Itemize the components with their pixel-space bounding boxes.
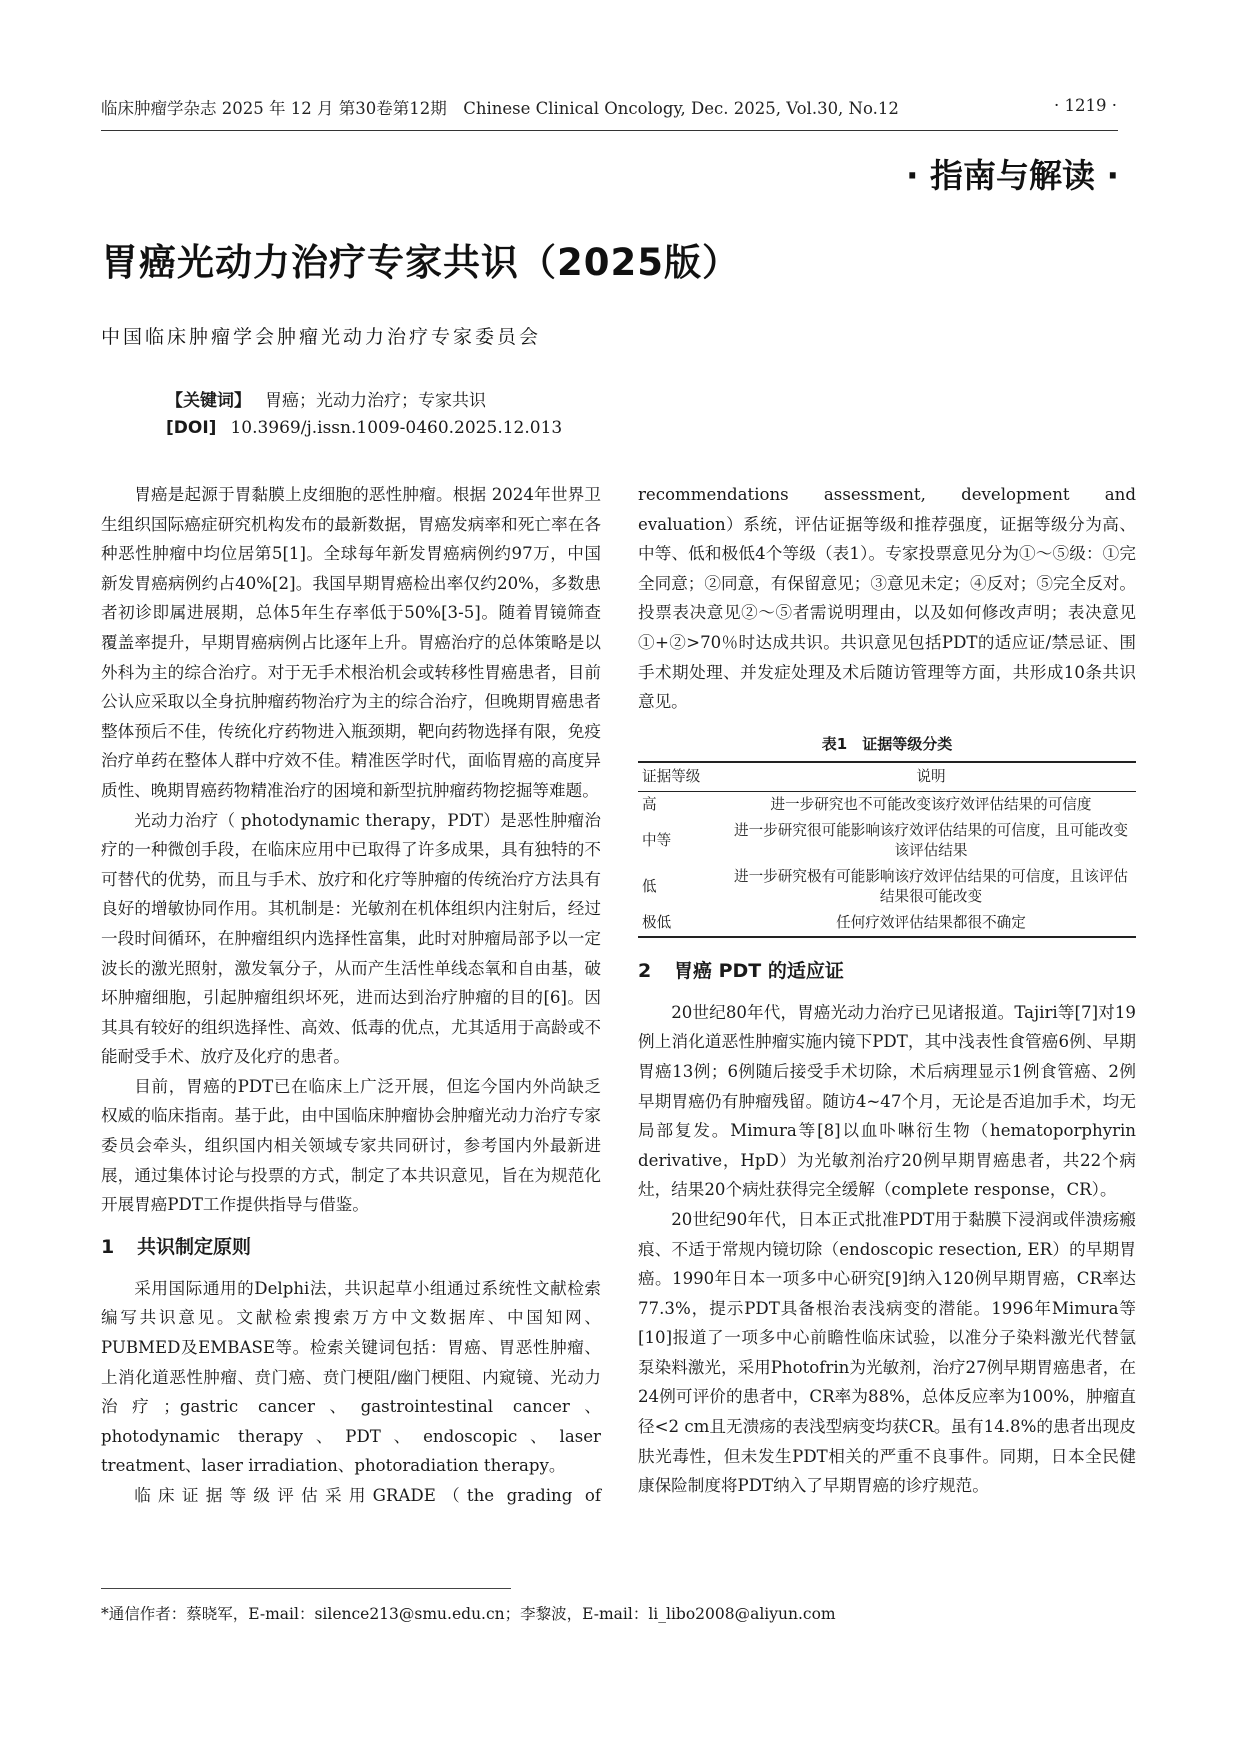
right-column [638,480,1136,1501]
header-rule [101,130,1118,131]
section-2-title: 胃癌 PDT 的适应证 [674,959,844,982]
doi [166,418,562,438]
table-cell-description: 进一步研究也不可能改变该疗效评估结果的可信度 [770,795,1092,813]
doi-text: 10.3969/j.issn.1009-0460.2025.12.013 [230,418,563,438]
left-column [101,480,601,1511]
section-1-title: 共识制定原则 [137,1235,252,1258]
table-row [638,910,1136,937]
table-1-caption: 表1 证据等级分类 [821,734,953,753]
table-cell-level: 高 [642,795,657,813]
table-header-description: 说明 [916,767,946,785]
table-row [638,791,1136,818]
keywords-label: 【关键词】 [166,391,251,411]
footnote-rule [101,1588,511,1589]
grade-continuation-paragraph: recommendations assessment, development and evaluation）系统，评估证据等级和推荐强度，证据等级分为高、中等、低和极低4个等级（表1）。专家投票意见分为①～⑤级：①完全同意；②同意，有保留意见；③意见未定；④反对；⑤完全反对。投票表决意见②～⑤者需说明理由，以及如何修改声明；表决意见①+②>70％时达成共识。共识意见包括PDT的适应证/禁忌证、围手术期处理、并发症处理及术后随访管理等方面，共形成10条共识意见。 [638,485,1136,712]
corresponding-author-footnote: *通信作者：蔡晓军，E-mail：silence213@smu.edu.cn；李黎波，E-mail：li_libo2008@aliyun.com [101,1605,836,1623]
keywords [166,386,486,411]
intro-paragraph-1: 胃癌是起源于胃黏膜上皮细胞的恶性肿瘤。根据 2024年世界卫生组织国际癌症研究机构发布的最新数据，胃癌发病率和死亡率在各种恶性肿瘤中均位居第5[1]。全球每年新发胃癌病例约97万，中国新发胃癌病例约占40%[2]。我国早期胃癌检出率仅约20%，多数患者初诊即属进展期，总体5年生存率低于50%[3-5]。随着胃镜筛查覆盖率提升，早期胃癌病例占比逐年上升。胃癌治疗的总体策略是以外科为主的综合治疗。对于无手术根治机会或转移性胃癌患者，目前公认应采取以全身抗肿瘤药物治疗为主的综合治疗，但晚期胃癌患者整体预后不佳，传统化疗药物进入瓶颈期，靶向药物选择有限，免疫治疗单药在整体人群中疗效不佳。精准医学时代，面临胃癌的高度异质性、晚期胃癌药物精准治疗的困境和新型抗肿瘤药物挖掘等难题。 [101,485,601,800]
journal-header: 临床肿瘤学杂志 2025 年 12 月 第30卷第12期 Chinese Clinical Oncology, Dec. 2025, Vol.30, No.12 [101,99,899,118]
section-1-number: 1 [101,1235,115,1258]
keywords-text: 胃癌；光动力治疗；专家共识 [265,391,486,411]
intro-paragraph-3: 目前，胃癌的PDT已在临床上广泛开展，但迄今国内外尚缺乏权威的临床指南。基于此，由中国临床肿瘤协会肿瘤光动力治疗专家委员会牵头，组织国内相关领域专家共同研讨，参考国内外最新进展，通过集体讨论与投票的方式，制定了本共识意见，旨在为规范化开展胃癌PDT工作提供指导与借鉴。 [101,1076,601,1215]
evidence-level-table [638,761,1136,938]
table-cell-level: 极低 [642,913,672,931]
authors: 中国临床肿瘤学会肿瘤光动力治疗专家委员会 [101,326,542,348]
section-1-paragraph-2: 临床证据等级评估采用GRADE（the grading of [134,1486,601,1505]
table-cell-level: 低 [642,877,657,895]
table-cell-description: 任何疗效评估结果都很不确定 [836,913,1026,931]
section-1-heading [101,1232,601,1262]
page-number: · 1219 · [1054,96,1117,115]
table-cell-description: 进一步研究极有可能影响该疗效评估结果的可信度，且该评估结果很可能改变 [733,867,1129,905]
section-2-heading [638,956,1136,986]
section-1-paragraph-1: 采用国际通用的Delphi法，共识起草小组通过系统性文献检索编写共识意见。文献检索搜索万方中文数据库、中国知网、PUBMED及EMBASE等。检索关键词包括：胃癌、胃恶性肿瘤、上消化道恶性肿瘤、贲门癌、贲门梗阻/幽门梗阻、内窥镜、光动力治疗；gastric cancer、gastrointestinal cancer、photodynamic therapy、PDT、endoscopic、laser treatment、laser irradiation、photoradiation therapy。 [101,1278,601,1476]
table-header-row [638,762,1136,792]
table-cell-level: 中等 [642,831,672,849]
section-2-number: 2 [638,959,652,982]
section-2-paragraph-1: 20世纪80年代，胃癌光动力治疗已见诸报道。Tajiri等[7]对19例上消化道恶性肿瘤实施内镜下PDT，其中浅表性食管癌6例、早期胃癌13例；6例随后接受手术切除，术后病理显示1例食管癌、2例早期胃癌仍有肿瘤残留。随访4~47个月，无论是否追加手术，均无局部复发。Mimura等[8]以血卟啉衍生物（hematoporphyrin derivative，HpD）为光敏剂治疗20例早期胃癌患者，共22个病灶，结果20个病灶获得完全缓解（complete response，CR）。 [638,1002,1136,1200]
table-row [638,818,1136,864]
section-tag: · 指南与解读 · [905,156,1119,195]
section-2-paragraph-2: 20世纪90年代，日本正式批准PDT用于黏膜下浸润或伴溃疡瘢痕、不适于常规内镜切除（endoscopic resection, ER）的早期胃癌。1990年日本一项多中心研究[9]纳入120例早期胃癌，CR率达77.3%，提示PDT具备根治表浅病变的潜能。1996年Mimura等[10]报道了一项多中心前瞻性临床试验，以准分子染料激光代替氩泵染料激光，采用Photofrin为光敏剂，治疗27例早期胃癌患者，在24例可评价的患者中，CR率为88%，总体反应率为100%，肿瘤直径<2 cm且无溃疡的表浅型病变均获CR。虽有14.8%的患者出现皮肤光毒性，但未发生PDT相关的严重不良事件。同期，日本全民健康保险制度将PDT纳入了早期胃癌的诊疗规范。 [638,1209,1136,1496]
intro-paragraph-2: 光动力治疗（ photodynamic therapy，PDT）是恶性肿瘤治疗的一种微创手段，在临床应用中已取得了许多成果，具有独特的不可替代的优势，而且与手术、放疗和化疗等肿瘤的传统治疗方法具有良好的增敏协同作用。其机制是：光敏剂在机体组织内注射后，经过一段时间循环，在肿瘤组织内选择性富集，此时对肿瘤局部予以一定波长的激光照射，激发氧分子，从而产生活性单线态氧和自由基，破坏肿瘤细胞，引起肿瘤组织坏死，进而达到治疗肿瘤的目的[6]。因其具有较好的组织选择性、高效、低毒的优点，尤其适用于高龄或不能耐受手术、放疗及化疗的患者。 [101,810,601,1067]
table-header-level: 证据等级 [642,767,701,785]
doi-label: [DOI] [166,418,217,438]
table-cell-description: 进一步研究很可能影响该疗效评估结果的可信度，且可能改变该评估结果 [733,821,1129,859]
table-row [638,864,1136,910]
article-title: 胃癌光动力治疗专家共识（2025版） [101,241,740,284]
